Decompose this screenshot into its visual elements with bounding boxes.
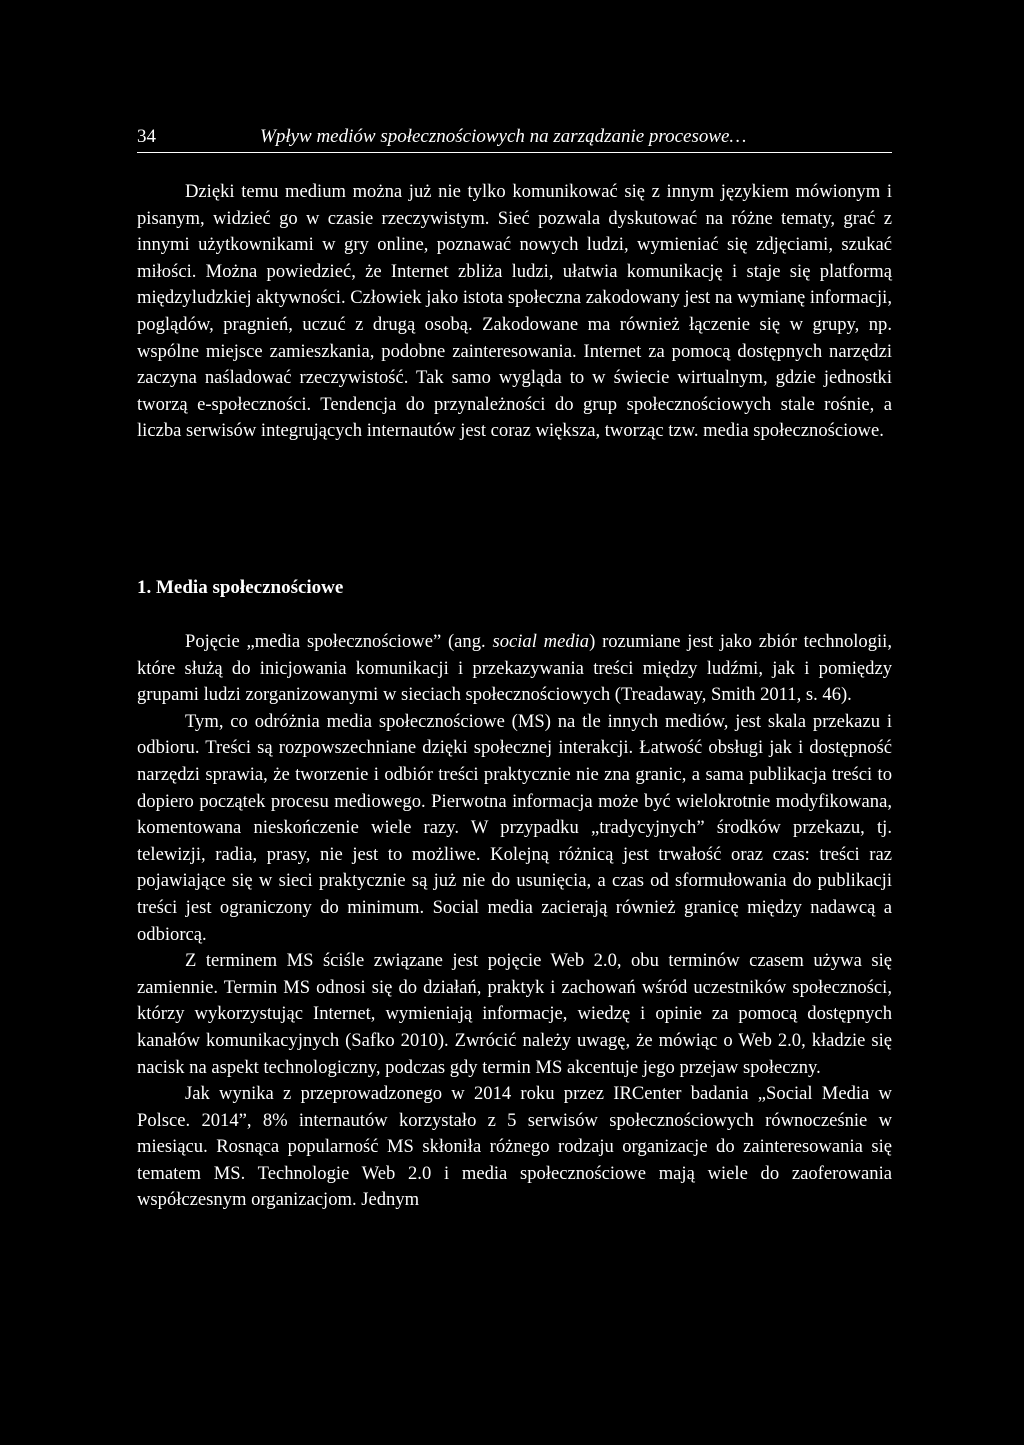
intro-text-block <box>137 179 892 445</box>
running-title: Wpływ mediów społecznościowych na zarządzanie procesowe… <box>260 126 747 147</box>
english-term: social media <box>492 631 590 652</box>
section-heading: 1. Media społecznościowe <box>137 577 344 598</box>
page-number: 34 <box>137 126 156 147</box>
section-paragraph-2: Tym, co odróżnia media społecznościowe (MS) na tle innych mediów, jest skala przekazu i odbioru. Treści są rozpowszechniane dzięki społecznej interakcji. Łatwość obsługi jak i dostępność narzędzi sprawia, że tworzenie i odbiór treści praktycznie nie zna granic, a sama publikacja treści to dopiero początek procesu mediowego. Pierwotna informacja może być wielokrotnie modyfikowana, komentowana nieskończenie wiele razy. W przypadku „tradycyjnych” środków przekazu, tj. telewizji, radia, prasy, nie jest to możliwe. Kolejną różnicą jest trwałość oraz czas: treści raz pojawiające się w sieci praktycznie są już nie do usunięcia, a czas od sformułowania do publikacji treści jest ograniczony do minimum. Social media zacierają również granicę między nadawcą a odbiorcą. <box>137 710 892 945</box>
intro-paragraph: Dzięki temu medium można już nie tylko komunikować się z innym językiem mówionym i pisanym, widzieć go w czasie rzeczywistym. Sieć pozwala dyskutować na różne tematy, grać z innymi użytkownikami w gry online, poznawać nowych ludzi, wymieniać się zdjęciami, szukać miłości. Można powiedzieć, że Internet zbliża ludzi, ułatwia komunikację i staje się platformą międzyludzkiej aktywności. Człowiek jako istota społeczna zakodowany jest na wymianę informacji, poglądów, pragnień, uczuć z drugą osobą. Zakodowane ma również łączenie się w grupy, np. wspólne miejsce zamieszkania, podobne zainteresowania. Internet za pomocą dostępnych narzędzi zaczyna naśladować rzeczywistość. Tak samo wygląda to w świecie wirtualnym, gdzie jednostki tworzą e-społeczności. Tendencja do przynależności do grup społecznościowych stale rośnie, a liczba serwisów integrujących internautów jest coraz większa, tworząc tzw. media społecznościowe. <box>137 181 892 442</box>
running-header <box>137 124 892 153</box>
paragraph-1-lead: Pojęcie „media społecznościowe” (ang. <box>185 631 493 652</box>
section-paragraph-1 <box>137 629 892 709</box>
paragraph-1-rest: ) rozumiane jest jako zbiór technologii, które służą do inicjowania komunikacji i przekazywania treści między ludźmi, jak i pomiędzy grupami ludzi zorganizowanymi w sieciach społecznościowych (Treadaway, Smith 2011, s. 46). <box>137 631 892 706</box>
section-paragraph-3: Z terminem MS ściśle związane jest pojęcie Web 2.0, obu terminów czasem używa się zamiennie. Termin MS odnosi się do działań, praktyk i zachowań wśród uczestników społeczności, którzy wykorzystując Internet, wymieniają informacje, wiedzę i opinie za pomocą dostępnych kanałów komunikacyjnych (Safko 2010). Zwrócić należy uwagę, że mówiąc o Web 2.0, kładzie się nacisk na aspekt technologiczny, podczas gdy termin MS akcentuje jego przejaw społeczny. <box>137 950 892 1078</box>
section-body <box>137 629 892 1214</box>
section-paragraph-4: Jak wynika z przeprowadzonego w 2014 roku przez IRCenter badania „Social Media w Polsce. 2014”, 8% internautów korzystało z 5 serwisów społecznościowych równocześnie w miesiącu. Rosnąca popularność MS skłoniła różnego rodzaju organizacje do zainteresowania się tematem MS. Technologie Web 2.0 i media społecznościowe mają wiele do zaoferowania współczesnym organizacjom. Jednym <box>137 1083 892 1211</box>
